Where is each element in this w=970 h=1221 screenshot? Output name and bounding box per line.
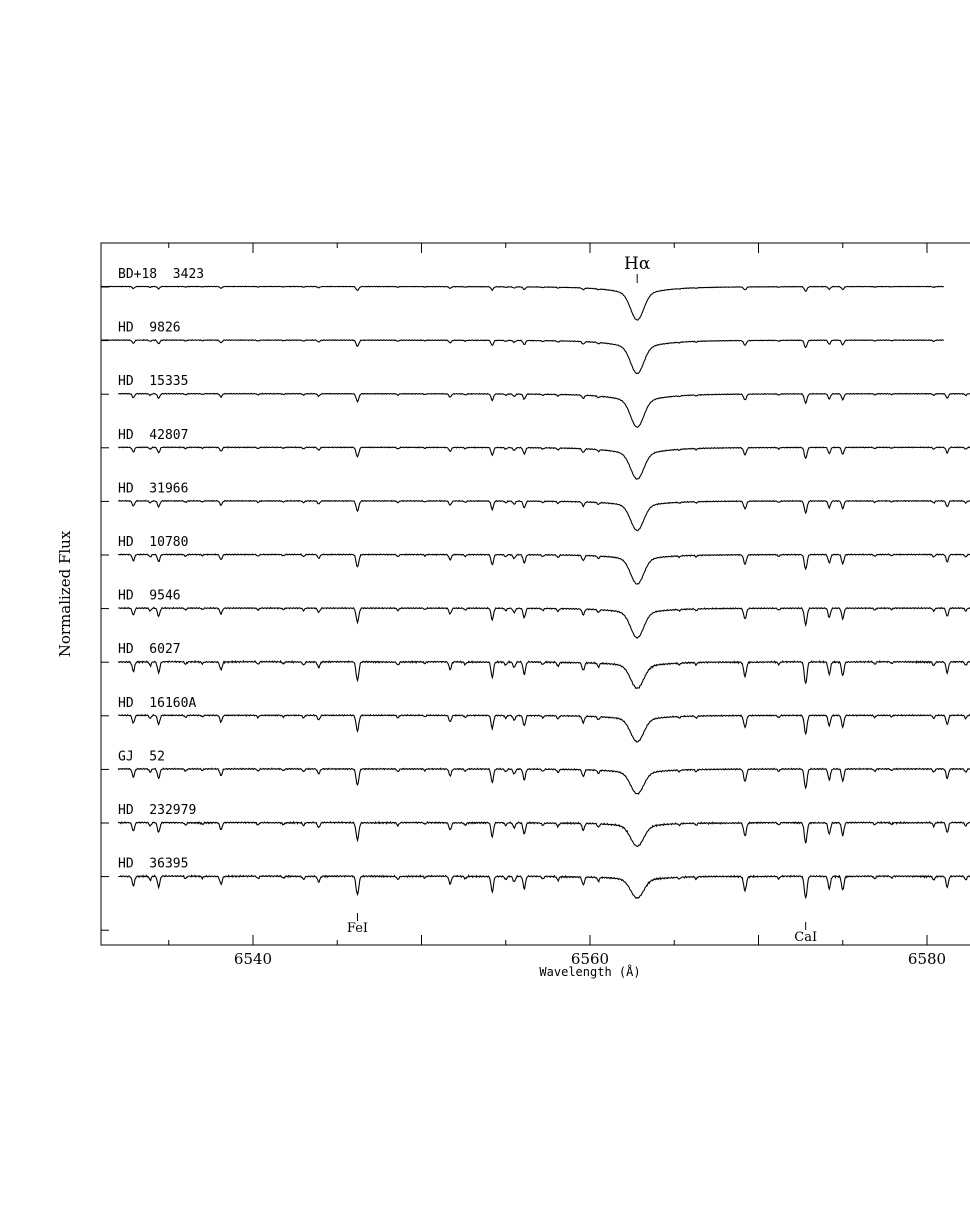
series-labels xyxy=(118,267,204,872)
series-label: HD 9546 xyxy=(118,588,181,604)
series-label: HD 36395 xyxy=(118,856,189,872)
series-label: HD 10780 xyxy=(118,535,189,550)
spectrum-hd-36395 xyxy=(118,875,970,898)
line-label: FeI xyxy=(346,921,369,936)
halpha-label: Hα xyxy=(624,254,651,274)
spectrum-bd-18-3423 xyxy=(101,286,944,320)
series-label: HD 42807 xyxy=(118,427,189,443)
annotations xyxy=(347,254,817,945)
x-axis-label: Wavelength (Å) xyxy=(539,965,641,979)
spectrum-hd-16160a xyxy=(118,715,970,742)
spectrum-hd-31966 xyxy=(118,500,970,530)
spectrum-hd-10780 xyxy=(118,554,970,584)
spectrum-gj-52 xyxy=(118,768,970,794)
spectrum-hd-42807 xyxy=(118,447,970,479)
line-label: CaI xyxy=(794,930,818,945)
x-tick-label: 6580 xyxy=(907,950,947,968)
series-label: HD 232979 xyxy=(118,803,197,818)
series-label: GJ 52 xyxy=(118,749,165,765)
series-label: HD 15335 xyxy=(118,374,189,390)
y-axis-label: Normalized Flux xyxy=(56,530,74,658)
x-tick-label: 6540 xyxy=(233,950,273,968)
spectrum-hd-9546 xyxy=(118,608,970,639)
spectrum-hd-9826 xyxy=(101,340,944,374)
plot-frame xyxy=(101,243,970,945)
series-label: HD 16160A xyxy=(118,695,197,711)
series-label: HD 6027 xyxy=(118,642,181,658)
series-label: HD 31966 xyxy=(118,481,189,497)
series-label: HD 9826 xyxy=(118,320,181,336)
series-label: BD+18 3423 xyxy=(118,267,205,282)
spectrum-hd-15335 xyxy=(118,393,970,427)
y-ticks xyxy=(101,287,109,930)
x-tick-label: 6560 xyxy=(570,950,610,968)
spectrum-hd-6027 xyxy=(118,661,970,688)
spectra-group xyxy=(101,286,970,898)
spectrum-hd-232979 xyxy=(118,822,970,847)
x-ticks xyxy=(169,243,946,968)
